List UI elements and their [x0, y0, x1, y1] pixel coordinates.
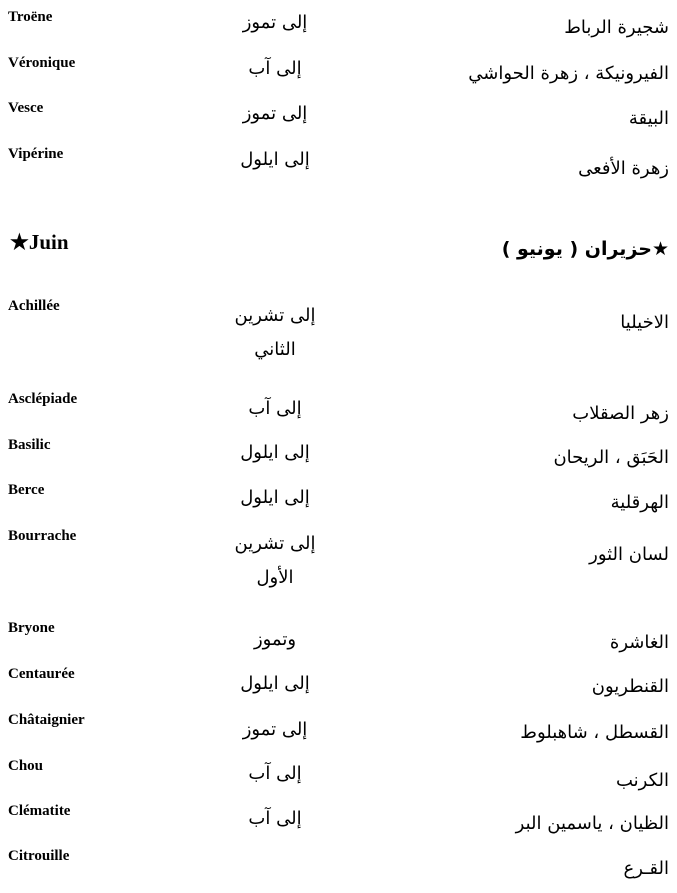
french-name: Citrouille	[8, 848, 70, 864]
flowering-period	[205, 304, 345, 362]
arabic-name: الكرنب	[615, 770, 669, 791]
flowering-period: إلى آب	[248, 808, 302, 829]
list-item	[0, 528, 677, 600]
flowering-period-line: إلى تشرين	[234, 533, 316, 554]
arabic-name: الغاشرة	[609, 632, 669, 653]
flowering-period: وتموز	[253, 629, 297, 650]
french-name: Centaurée	[8, 666, 75, 682]
arabic-name: شجيرة الرباط	[564, 17, 669, 38]
list-item	[0, 146, 677, 179]
arabic-name: الاخيليا	[620, 312, 669, 333]
arabic-name: القـرع	[623, 858, 669, 879]
list-item	[0, 712, 677, 743]
list-item	[0, 437, 677, 468]
flowering-period: إلى ايلول	[240, 149, 310, 170]
flowering-period: إلى تموز	[242, 719, 308, 740]
list-item	[0, 482, 677, 513]
arabic-name: الفيرونيكة ، زهرة الحواشي	[468, 63, 669, 84]
flowering-period: إلى تموز	[242, 103, 308, 124]
french-name: Asclépiade	[8, 391, 78, 407]
arabic-name: لسان الثور	[589, 544, 669, 565]
french-name: Bourrache	[8, 528, 77, 544]
flowering-period-continuation: الأول	[256, 567, 294, 588]
french-name: Basilic	[8, 437, 51, 453]
list-item	[0, 298, 677, 370]
french-name: Vipérine	[8, 146, 64, 162]
list-item	[0, 758, 677, 791]
french-name: Achillée	[8, 298, 60, 314]
list-item	[0, 55, 677, 84]
section-heading	[0, 228, 677, 262]
flowering-period	[205, 532, 345, 590]
list-item	[0, 100, 677, 129]
flowering-period: إلى ايلول	[240, 442, 310, 463]
list-item	[0, 666, 677, 697]
french-name: Troëne	[8, 9, 53, 25]
list-item	[0, 620, 677, 653]
flowering-period-continuation: الثاني	[254, 339, 296, 360]
french-name: Chou	[8, 758, 44, 774]
arabic-name: زهرة الأفعى	[578, 158, 669, 179]
flowering-period: إلى ايلول	[240, 487, 310, 508]
list-item	[0, 391, 677, 424]
french-name: Bryone	[8, 620, 55, 636]
arabic-name: الهرقلية	[610, 492, 669, 513]
french-name: Clématite	[8, 803, 71, 819]
arabic-name: زهر الصقلاب	[572, 403, 669, 424]
arabic-name: الظيان ، ياسمين البر	[515, 813, 669, 834]
flowering-period: إلى آب	[248, 58, 302, 79]
flowering-period: إلى ايلول	[240, 673, 310, 694]
flowering-period-line: إلى تشرين	[234, 305, 316, 326]
list-item	[0, 9, 677, 38]
section-heading-french: ★Juin	[10, 230, 69, 254]
arabic-name: البيقة	[628, 108, 669, 129]
arabic-name: القسطل ، شاهبلوط	[520, 722, 669, 743]
list-item	[0, 848, 677, 879]
flowering-period: إلى آب	[248, 763, 302, 784]
list-item	[0, 803, 677, 834]
arabic-name: الحَبَق ، الريحان	[553, 447, 669, 468]
arabic-name: القنطريون	[591, 676, 669, 697]
flowering-period: إلى آب	[248, 398, 302, 419]
section-heading-arabic: ★حزيران ( يونيو )	[501, 238, 669, 260]
french-name: Châtaignier	[8, 712, 85, 728]
french-name: Berce	[8, 482, 45, 498]
french-name: Vesce	[8, 100, 44, 116]
french-name: Véronique	[8, 55, 76, 71]
flowering-period: إلى تموز	[242, 12, 308, 33]
